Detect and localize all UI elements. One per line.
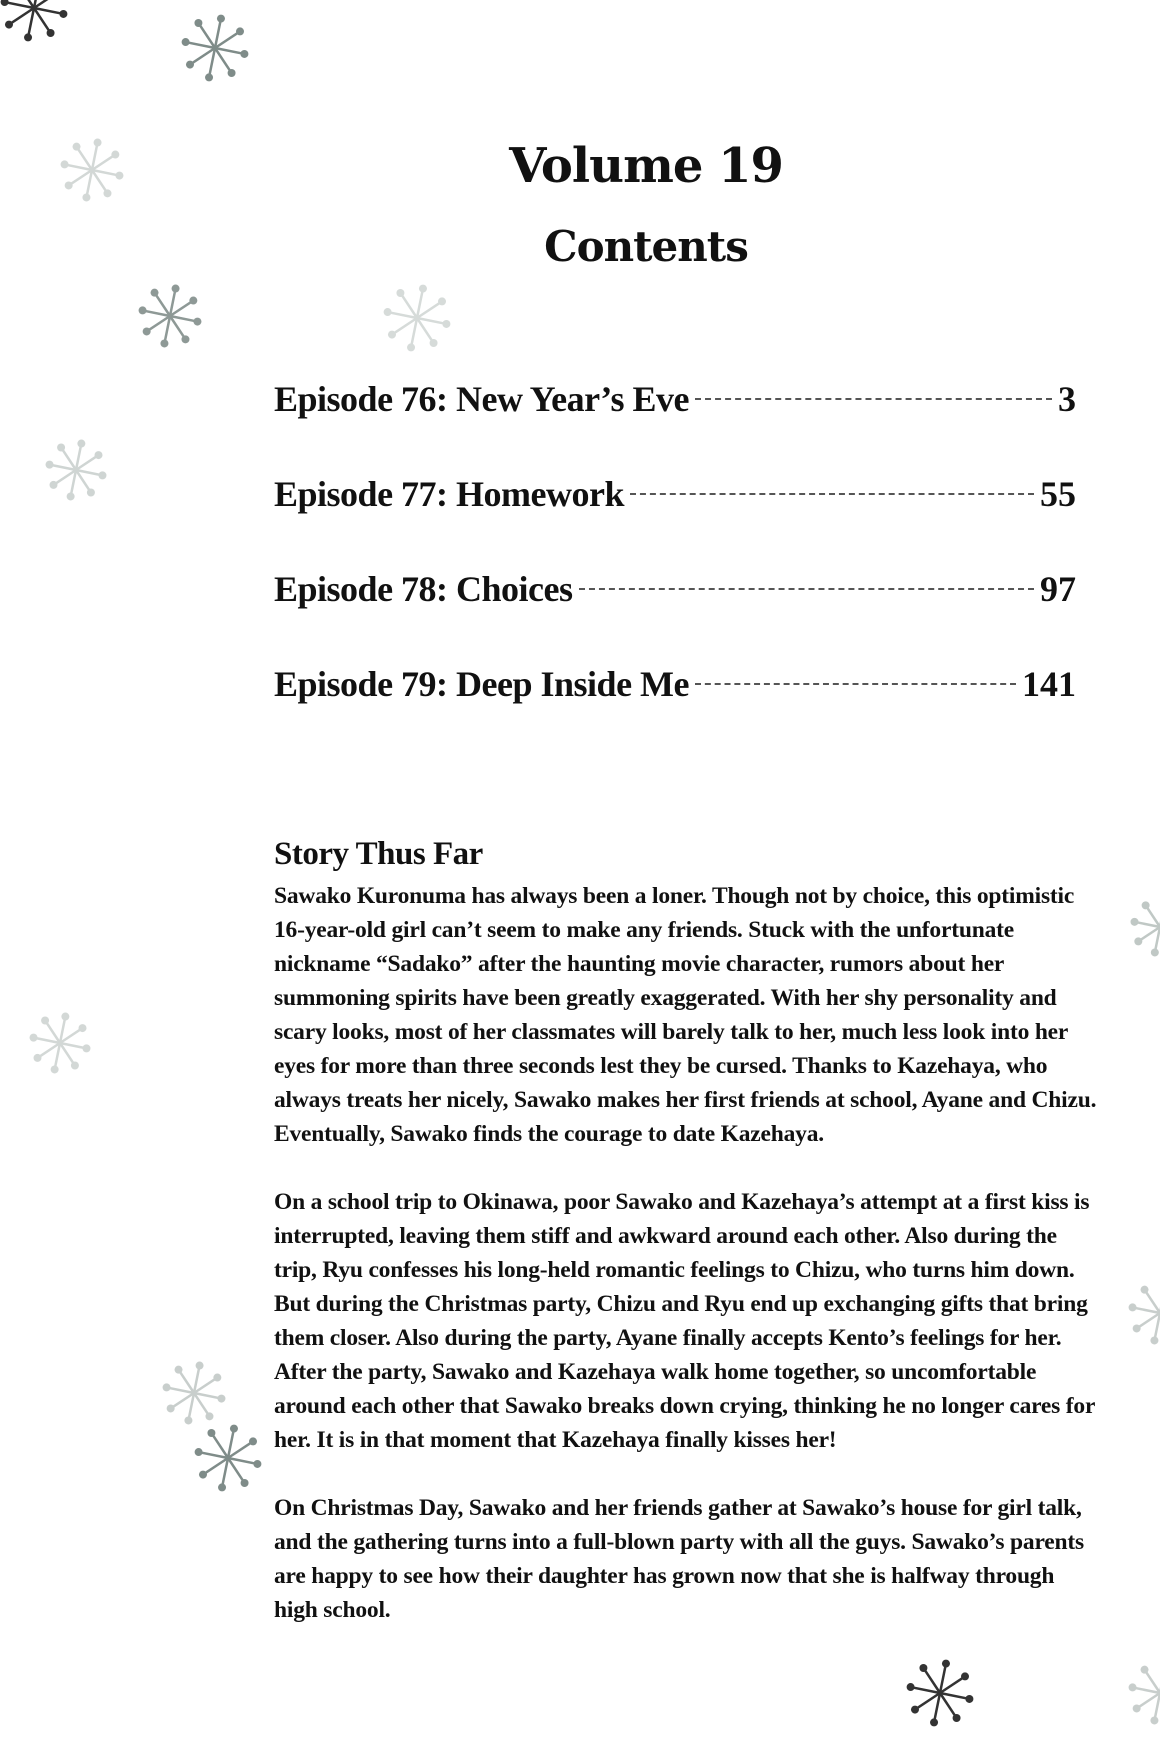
dotted-leader (630, 493, 1034, 495)
toc-entry[interactable] (274, 568, 1076, 663)
toc-entry-page: 55 (1040, 474, 1076, 514)
dotted-leader (695, 398, 1052, 400)
table-of-contents (274, 378, 1076, 758)
toc-entry-title: Episode 77: Homework (274, 474, 624, 514)
toc-entry[interactable] (274, 378, 1076, 473)
snowflake-icon (382, 283, 452, 353)
toc-entry[interactable] (274, 473, 1076, 568)
dotted-leader (579, 588, 1034, 590)
contents-heading: Contents (544, 222, 748, 271)
toc-entry-title: Episode 76: New Year’s Eve (274, 379, 689, 419)
toc-entry-page: 97 (1040, 569, 1076, 609)
snowflake-icon (193, 1423, 263, 1493)
snowflake-icon (1127, 1660, 1160, 1726)
snowflake-icon (905, 1658, 975, 1728)
toc-entry[interactable] (274, 663, 1076, 758)
snowflake-icon (44, 438, 108, 502)
story-paragraph: Sawako Kuronuma has always been a loner. Though not by choice, this optimistic 16-year-old girl can’t seem to make any friends. Stuck with the unfortunate nickname “Sadako” after the haunting movie character, rumors about her summoning spirits have been greatly exaggerated. With her shy personality and scary looks, most of her classmates will barely talk to her, much less look into her eyes for more than three seconds lest they be cursed. Thanks to Kazehaya, who always treats her nicely, Sawako makes her first friends at school, Ayane and Chizu. Eventually, Sawako finds the courage to date Kazehaya. (274, 883, 1097, 1147)
story-heading: Story Thus Far (274, 836, 483, 872)
toc-entry-title: Episode 79: Deep Inside Me (274, 664, 690, 704)
toc-entry-title: Episode 78: Choices (274, 569, 573, 609)
toc-entry-page: 3 (1058, 379, 1076, 419)
story-paragraph: On Christmas Day, Sawako and her friends gather at Sawako’s house for girl talk, and the gathering turns into a full-blown party with all the guys. Sawako’s parents are happy to see how their daughter has grown now that she is halfway through high school. (274, 1495, 1084, 1623)
snowflake-icon (137, 283, 203, 349)
story-paragraph: On a school trip to Okinawa, poor Sawako and Kazehaya’s attempt at a first kiss is interrupted, leaving them stiff and awkward around each other. Also during the trip, Ryu confesses his long-held romantic feelings to Chizu, who turns him down. But during the Christmas party, Chizu and Ryu end up exchanging gifts that bring them closer. Also during the party, Ayane finally accepts Kento’s feelings for her. After the party, Sawako and Kazehaya walk home together, so uncomfortable around each other that Sawako breaks down crying, thinking he no longer cares for her. It is in that moment that Kazehaya finally kisses her! (274, 1189, 1095, 1453)
story-thus-far (274, 836, 1100, 1661)
snowflake-icon (180, 13, 250, 83)
snowflake-icon (1129, 896, 1160, 958)
dotted-leader (695, 683, 1016, 685)
snowflake-icon (1127, 1280, 1160, 1346)
snowflake-icon (0, 0, 69, 43)
volume-title: Volume 19 (509, 138, 783, 194)
snowflake-icon (28, 1011, 92, 1075)
toc-entry-page: 141 (1022, 664, 1076, 704)
snowflake-icon (161, 1360, 227, 1426)
